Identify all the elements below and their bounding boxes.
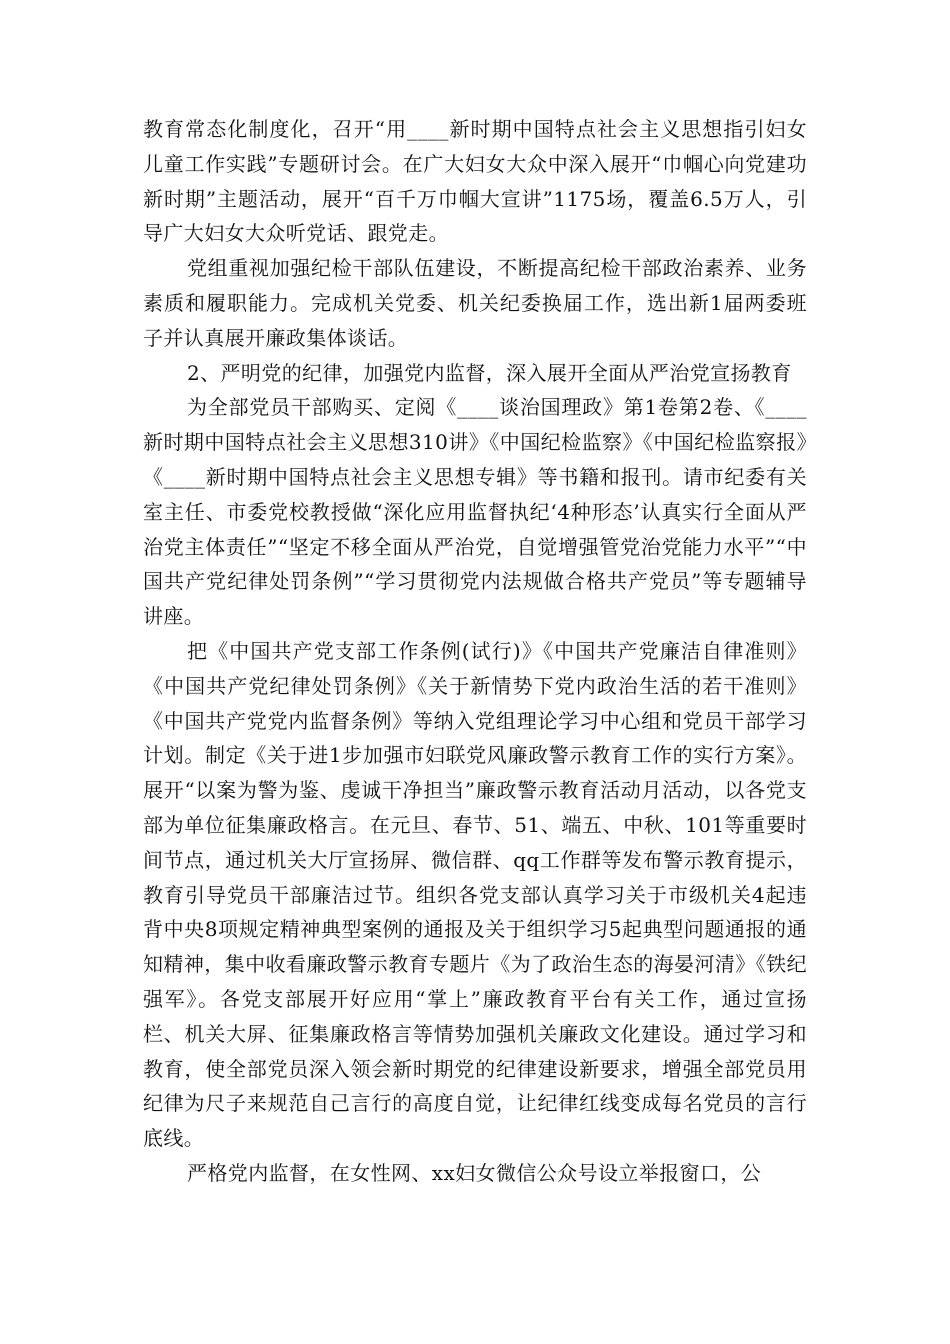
body-paragraph-continued: 教育常态化制度化，召开“用____新时期中国特点社会主义思想指引妇女儿童工作实践”专题研讨会。在广大妇女大众中深入展开“巾帼心向党建功新时期”主题活动，展开“百千万巾帼大宣讲”1175场，覆盖6.5万人，引导广大妇女大众听党话、跟党走。 <box>143 117 807 246</box>
body-paragraph-warning-education: 把《中国共产党支部工作条例(试行)》《中国共产党廉洁自律准则》《中国共产党纪律处罚条例》《关于新情势下党内政治生活的若干准则》《中国共产党党内监督条例》等纳入党组理论学习中心组和党员干部学习计划。制定《关于进1步加强市妇联党风廉政警示教育工作的实行方案》。展开“以案为警为鉴、虔诚干净担当”廉政警示教育活动月活动，以各党支部为单位征集廉政格言。在元旦、春节、51、端五、中秋、101等重要时间节点，通过机关大厅宣扬屏、微信群、qq工作群等发布警示教育提示，教育引导党员干部廉洁过节。组织各党支部认真学习关于市级机关4起违背中央8项规定精神典型案例的通报及关于组织学习5起典型问题通报的通知精神，集中收看廉政警示教育专题片《为了政治生态的海晏河清》《铁纪强军》。各党支部展开好应用“掌上”廉政教育平台有关工作，通过宣扬栏、机关大屏、征集廉政格言等情势加强机关廉政文化建设。通过学习和教育，使全部党员深入领会新时期党的纪律建设新要求，增强全部党员用纪律为尺子来规范自己言行的高度自觉，让纪律红线变成每名党员的言行底线。 <box>143 638 807 1151</box>
body-paragraph-study-materials: 为全部党员干部购买、定阅《____谈治国理政》第1卷第2卷、《____新时期中国特点社会主义思想310讲》《中国纪检监察》《中国纪检监察报》《____新时期中国特点社会主义思想专辑》等书籍和报刊。请市纪委有关室主任、市委党校教授做“深化应用监督执纪‘4种形态’认真实行全面从严治党主体责任”“坚定不移全面从严治党，自觉增强管党治党能力水平”“中国共产党纪律处罚条例”“学习贯彻党内法规做合格共产党员”等专题辅导讲座。 <box>143 395 807 629</box>
document-body <box>143 112 807 1191</box>
section-heading-2: 2、严明党的纪律，加强党内监督，深入展开全面从严治党宣扬教育 <box>187 360 792 385</box>
body-paragraph-discipline-team: 党组重视加强纪检干部队伍建设，不断提高纪检干部政治素养、业务素质和履职能力。完成机关党委、机关纪委换届工作，选出新1届两委班子并认真展开廉政集体谈话。 <box>143 256 807 350</box>
body-paragraph-supervision: 严格党内监督，在女性网、xx妇女微信公众号设立举报窗口，公 <box>187 1160 762 1185</box>
